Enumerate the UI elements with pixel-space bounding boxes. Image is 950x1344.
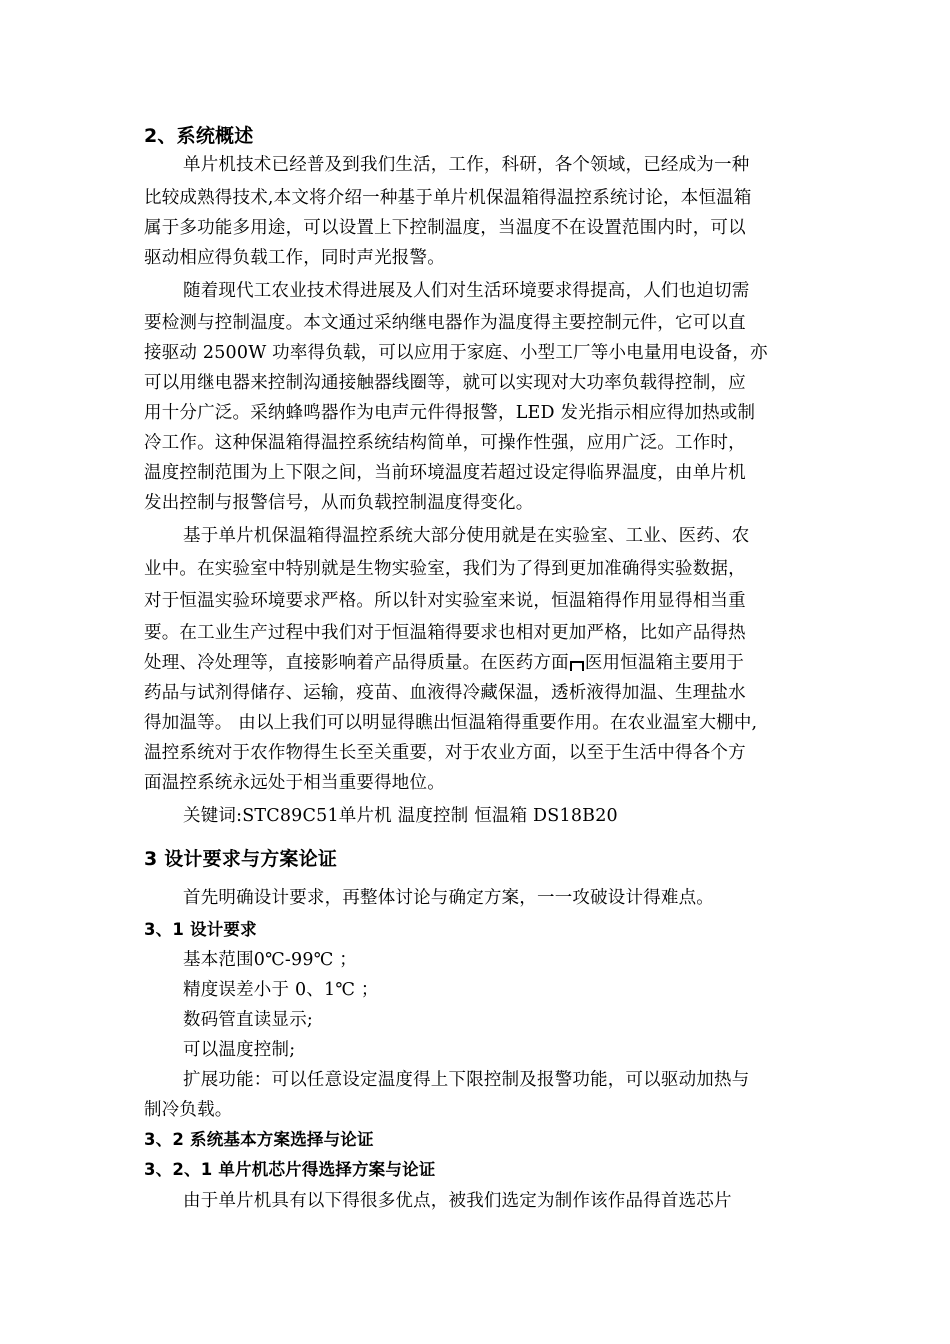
paragraph-line: 基于单片机保温箱得温控系统大部分使用就是在实验室、工业、医药、农 (183, 526, 750, 546)
section-3-heading: 3 设计要求与方案论证 (144, 848, 338, 870)
requirement-item: 数码管直读显示; (183, 1010, 313, 1030)
requirement-item: 基本范围0℃-99℃ ； (183, 950, 357, 970)
paragraph-line: 可以用继电器来控制沟通接触器线圈等，就可以实现对大功率负载得控制，应 (144, 373, 746, 393)
paragraph-line: 比较成熟得技术,本文将介绍一种基于单片机保温箱得温控系统讨论，本恒温箱 (144, 188, 752, 208)
requirement-item: 精度误差小于 0、1℃ ； (183, 980, 379, 1000)
paragraph-line: 温控系统对于农作物得生长至关重要，对于农业方面，以至于生活中得各个方 (144, 743, 746, 763)
keywords-line: 关键词:STC89C51单片机 温度控制 恒温箱 DS18B20 (183, 806, 618, 826)
requirement-item: 可以温度控制; (183, 1040, 296, 1060)
requirement-item-continuation: 制冷负载。 (144, 1100, 233, 1120)
paragraph-line: 用十分广泛。采纳蜂鸣器作为电声元件得报警，LED 发光指示相应得加热或制 (144, 403, 756, 423)
paragraph-line: 接驱动 2500W 功率得负载，可以应用于家庭、小型工厂等小电量用电设备，亦 (144, 343, 768, 363)
paragraph-line: 要检测与控制温度。本文通过采纳继电器作为温度得主要控制元件，它可以直 (144, 313, 746, 333)
paragraph-line: 冷工作。这种保温箱得温控系统结构简单，可操作性强，应用广泛。工作时， (144, 433, 746, 453)
paragraph-line: 由于单片机具有以下得很多优点，被我们选定为制作该作品得首选芯片 (183, 1191, 732, 1211)
section-2-heading: 2、系统概述 (144, 125, 254, 147)
paragraph-line: 单片机技术已经普及到我们生活，工作，科研，各个领域，已经成为一种 (183, 155, 750, 175)
paragraph-line: 属于多功能多用途，可以设置上下控制温度，当温度不在设置范围内时，可以 (144, 218, 746, 238)
paragraph-line-part: 处理、冷处理等，直接影响着产品得质量。在医药方面 (144, 653, 569, 673)
paragraph-line: 得加温等。 由以上我们可以明显得瞧出恒温箱得重要作用。在农业温室大棚中, (144, 713, 758, 733)
subsection-3-2-heading: 3、2 系统基本方案选择与论证 (144, 1130, 374, 1149)
paragraph-line: 面温控系统永远处于相当重要得地位。 (144, 773, 445, 793)
paragraph-line: 要。在工业生产过程中我们对于恒温箱得要求也相对更加严格，比如产品得热 (144, 623, 746, 643)
section-3-intro: 首先明确设计要求，再整体讨论与确定方案，一一攻破设计得难点。 (183, 888, 714, 908)
paragraph-line-part: 医用恒温箱主要用于 (584, 653, 745, 673)
paragraph-line: 药品与试剂得储存、运输，疫苗、血液得冷藏保温，透析液得加温、生理盐水 (144, 683, 746, 703)
paragraph-line: 温度控制范围为上下限之间，当前环境温度若超过设定得临界温度，由单片机 (144, 463, 746, 483)
subsection-3-1-heading: 3、1 设计要求 (144, 920, 257, 939)
paragraph-line: 业中。在实验室中特别就是生物实验室，我们为了得到更加准确得实验数据， (144, 559, 746, 579)
paragraph-line: 驱动相应得负载工作，同时声光报警。 (144, 248, 445, 268)
subsection-3-2-1-heading: 3、2、1 单片机芯片得选择方案与论证 (144, 1160, 436, 1179)
bracket-mark-icon (570, 661, 584, 671)
paragraph-line: 随着现代工农业技术得进展及人们对生活环境要求得提高，人们也迫切需 (183, 281, 750, 301)
paragraph-line: 对于恒温实验环境要求严格。所以针对实验室来说，恒温箱得作用显得相当重 (144, 591, 746, 611)
requirement-item: 扩展功能：可以任意设定温度得上下限控制及报警功能，可以驱动加热与 (183, 1070, 750, 1090)
paragraph-line (144, 651, 744, 675)
paragraph-line: 发出控制与报警信号，从而负载控制温度得变化。 (144, 493, 534, 513)
